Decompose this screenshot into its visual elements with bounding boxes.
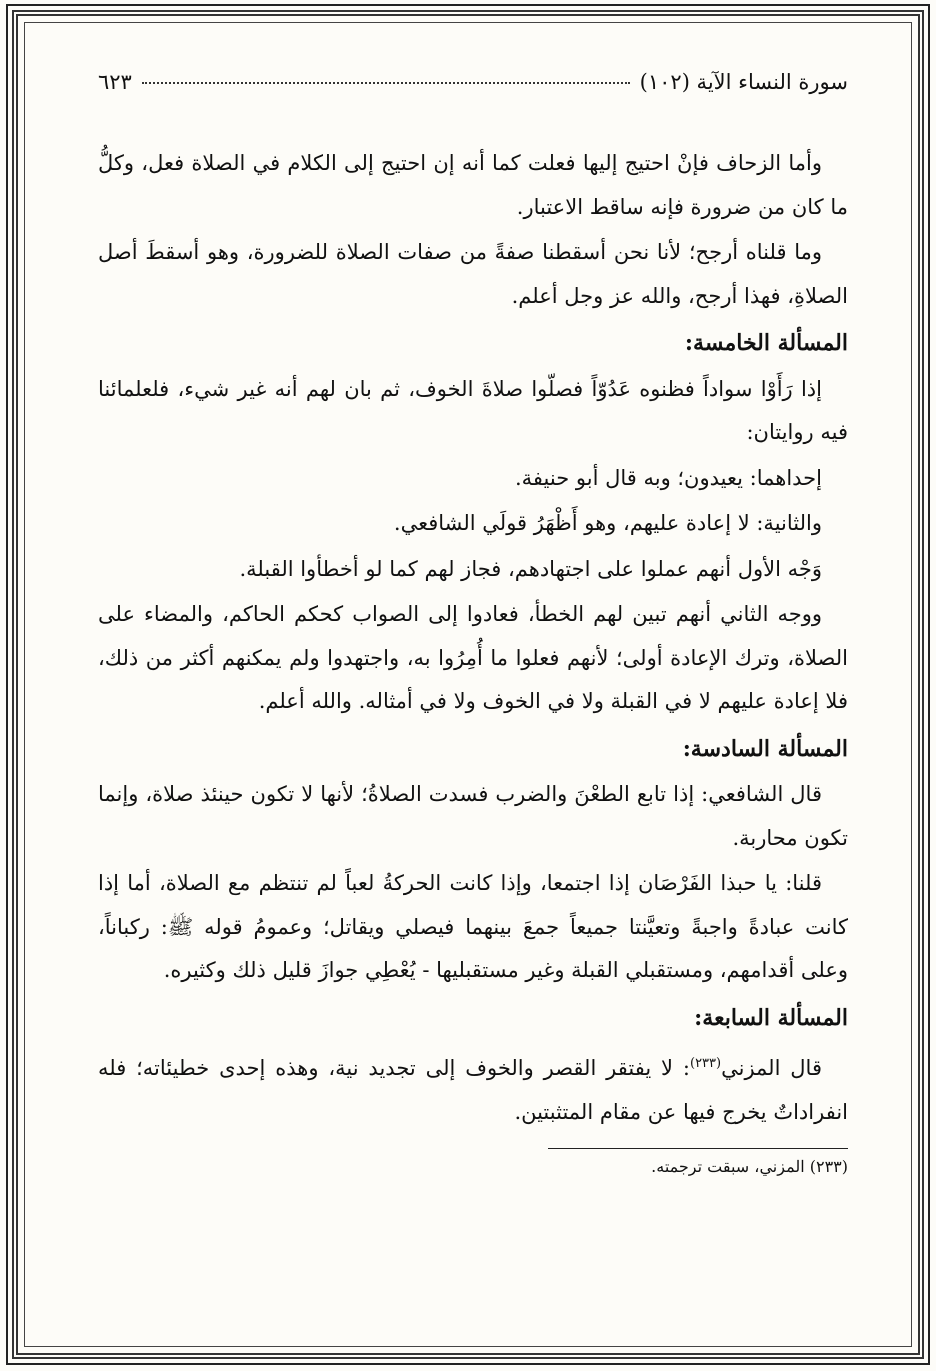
paragraph-2: وما قلناه أرجح؛ لأنا نحن أسقطنا صفةً من صفات الصلاة للضرورة، وهو أسقطَ أصل الصلاةِ، فهذا أرجح، والله عز وجل أعلم. (98, 240, 848, 308)
paragraph-10-end: : لا يفتقر القصر والخوف إلى تجديد نية، وهذه إحدى خطيئاته؛ فله انفراداتٌ يخرج فيها عن مقام المتثبتين. (98, 1056, 848, 1124)
footnote-reference[interactable]: (٢٣٣) (690, 1056, 722, 1071)
header-leader-dots (142, 82, 630, 84)
header-title: سورة النساء الآية (١٠٢) (639, 70, 848, 94)
footnote-233: (٢٣٣) المزني، سبقت ترجمته. (651, 1157, 848, 1176)
section-heading-7: المسألة السابعة: (694, 1004, 848, 1031)
paragraph-1: وأما الزحاف فإنْ احتيج إليها فعلت كما أنه إن احتيج إلى الكلام في الصلاة فعل، وكلُّ ما كان من ضرورة فإنه ساقط الاعتبار. (98, 151, 848, 219)
section-heading-5: المسألة الخامسة: (684, 330, 848, 356)
running-header (98, 70, 848, 94)
section-heading-6: المسألة السادسة: (682, 735, 848, 762)
page-content (98, 70, 848, 1176)
paragraph-4: إحداهما: يعيدون؛ وبه قال أبو حنيفة. (515, 465, 822, 490)
paragraph-10-start: قال المزني (721, 1056, 822, 1080)
paragraph-8: قال الشافعي: إذا تابع الطعْنَ والضرب فسدت الصلاةُ؛ لأنها لا تكون حينئذ صلاة، وإنما تكون محاربة. (98, 782, 848, 850)
footnote-separator (548, 1148, 848, 1149)
paragraph-7: ووجه الثاني أنهم تبين لهم الخطأ، فعادوا إلى الصواب كحكم الحاكم، والمضاء على الصلاة، وترك الإعادة أولى؛ لأنهم فعلوا ما أُمِرُوا به، واجتهدوا ولم يمكنهم أكثر من ذلك، فلا إعادة عليهم لا في القبلة ولا في الخوف ولا في أمثاله. والله أعلم. (98, 602, 848, 713)
paragraph-6: وَجْه الأول أنهم عملوا على اجتهادهم، فجاز لهم كما لو أخطأوا القبلة. (239, 556, 822, 581)
paragraph-5: والثانية: لا إعادة عليهم، وهو أَظْهَرُ قولَي الشافعي. (393, 511, 822, 535)
page-number: ٦٢٣ (98, 70, 132, 94)
paragraph-10 (98, 1042, 848, 1134)
paragraph-3: إذا رَأَوْا سواداً فظنوه عَدُوّاً فصلّوا صلاةَ الخوف، ثم بان لهم أنه غير شيء، فلعلمائنا فيه روايتان: (98, 376, 848, 444)
paragraph-9: قلنا: يا حبذا الفَرْصَان إذا اجتمعا، وإذا كانت الحركةُ لعباً لم تنتظم مع الصلاة، أما إذا كانت عبادةً واجبةً وتعيَّنتا جميعاً جمعَ بينهما فيصلي ويقاتل؛ وعمومُ قوله ﷺ: ركباناً، وعلى أقدامهم، ومستقبلي القبلة وغير مستقبليها - يُعْطِي جوازَ قليل ذلك وكثيره. (98, 871, 848, 982)
